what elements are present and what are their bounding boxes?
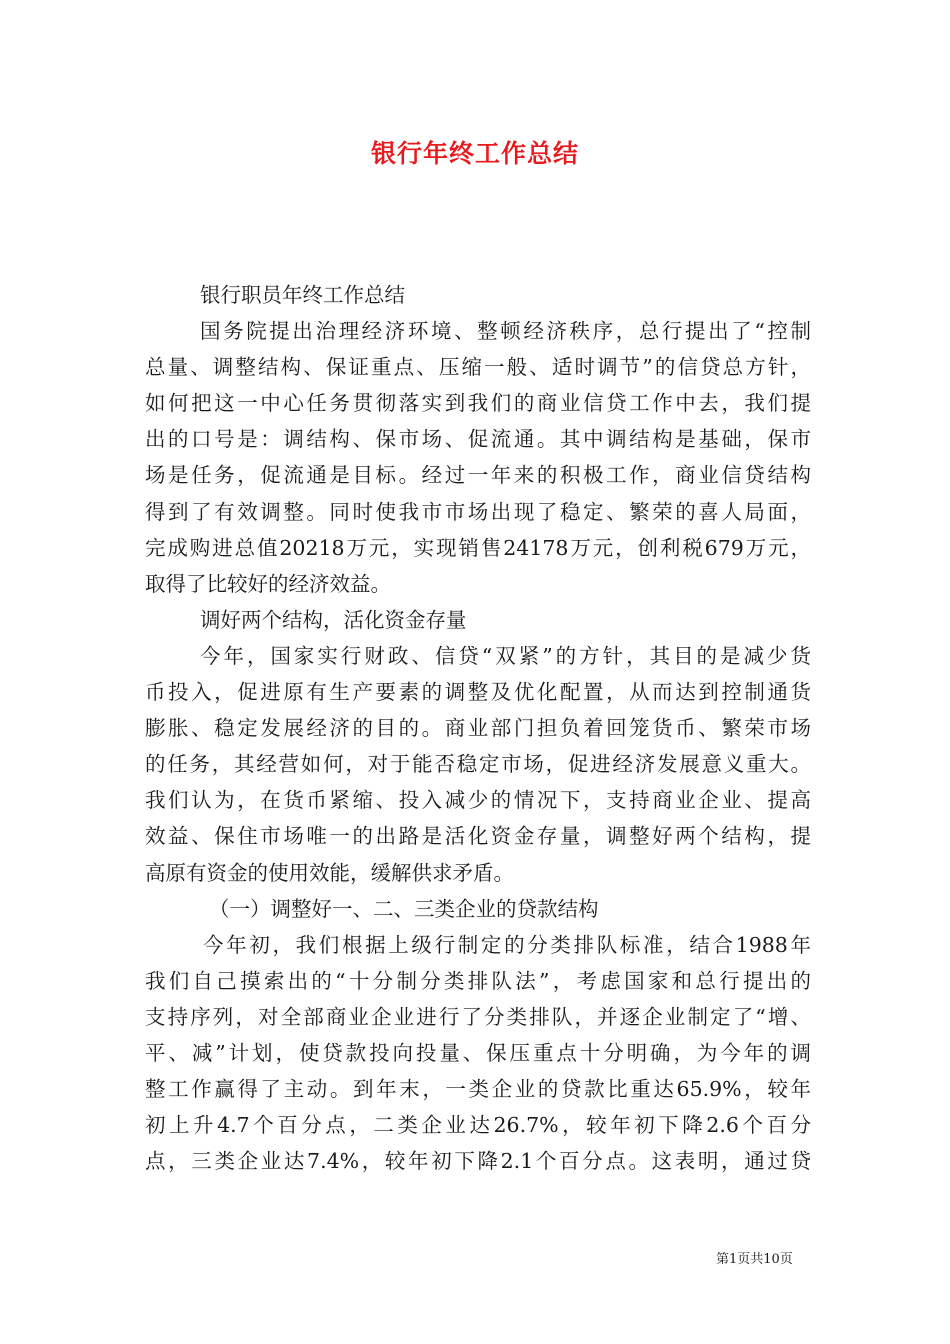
paragraph-line: 今年，国家实行财政、信贷“双紧”的方针，其目的是减少货: [200, 643, 811, 668]
paragraph-line: 我们认为，在货币紧缩、投入减少的情况下，支持商业企业、提高: [145, 788, 811, 813]
paragraph-line: 我们自己摸索出的“十分制分类排队法”，考虑国家和总行提出的: [145, 968, 811, 993]
paragraph-line: 完成购进总值20218万元，实现销售24178万元，创利税679万元，: [145, 535, 811, 560]
paragraph-line: 取得了比较好的经济效益。: [145, 571, 391, 596]
paragraph-line: 如何把这一中心任务贯彻落实到我们的商业信贷工作中去，我们提: [145, 391, 811, 416]
section-heading: 银行职员年终工作总结: [200, 283, 405, 307]
paragraph-line: 币投入，促进原有生产要素的调整及优化配置，从而达到控制通货: [145, 680, 811, 705]
paragraph-line: 国务院提出治理经济环境、整顿经济秩序，总行提出了“控制: [200, 319, 811, 344]
paragraph-line: 点，三类企业达7.4%，较年初下降2.1个百分点。这表明，通过贷: [145, 1149, 811, 1174]
paragraph-line: 的任务，其经营如何，对于能否稳定市场，促进经济发展意义重大。: [145, 752, 811, 777]
paragraph-line: 整工作赢得了主动。到年末，一类企业的贷款比重达65.9%，较年: [145, 1077, 811, 1102]
paragraph-line: 高原有资金的使用效能，缓解供求矛盾。: [145, 860, 514, 885]
page-title: 银行年终工作总结: [370, 139, 579, 168]
paragraph-line: 总量、调整结构、保证重点、压缩一般、适时调节”的信贷总方针，: [145, 355, 811, 380]
paragraph-line: 今年初，我们根据上级行制定的分类排队标准，结合1988年: [203, 932, 811, 957]
paragraph-line: 平、减”计划，使贷款投向投量、保压重点十分明确，为今年的调: [145, 1040, 811, 1065]
section-heading: （一）调整好一、二、三类企业的贷款结构: [209, 896, 599, 921]
paragraph-line: 效益、保住市场唯一的出路是活化资金存量，调整好两个结构，提: [145, 824, 811, 849]
paragraph-line: 初上升4.7个百分点，二类企业达26.7%，较年初下降2.6个百分: [145, 1113, 811, 1138]
paragraph-line: 场是任务，促流通是目标。经过一年来的积极工作，商业信贷结构: [145, 463, 811, 488]
document-body: [145, 277, 811, 1179]
paragraph-line: 支持序列，对全部商业企业进行了分类排队，并逐企业制定了“增、: [145, 1004, 811, 1029]
paragraph-line: 出的口号是：调结构、保市场、促流通。其中调结构是基础，保市: [145, 427, 811, 452]
paragraph-line: 得到了有效调整。同时使我市市场出现了稳定、繁荣的喜人局面，: [145, 499, 811, 524]
page-number: 第1页共10页: [716, 1252, 793, 1267]
paragraph-line: 膨胀、稳定发展经济的目的。商业部门担负着回笼货币、繁荣市场: [145, 716, 811, 741]
section-heading: 调好两个结构，活化资金存量: [200, 607, 467, 632]
